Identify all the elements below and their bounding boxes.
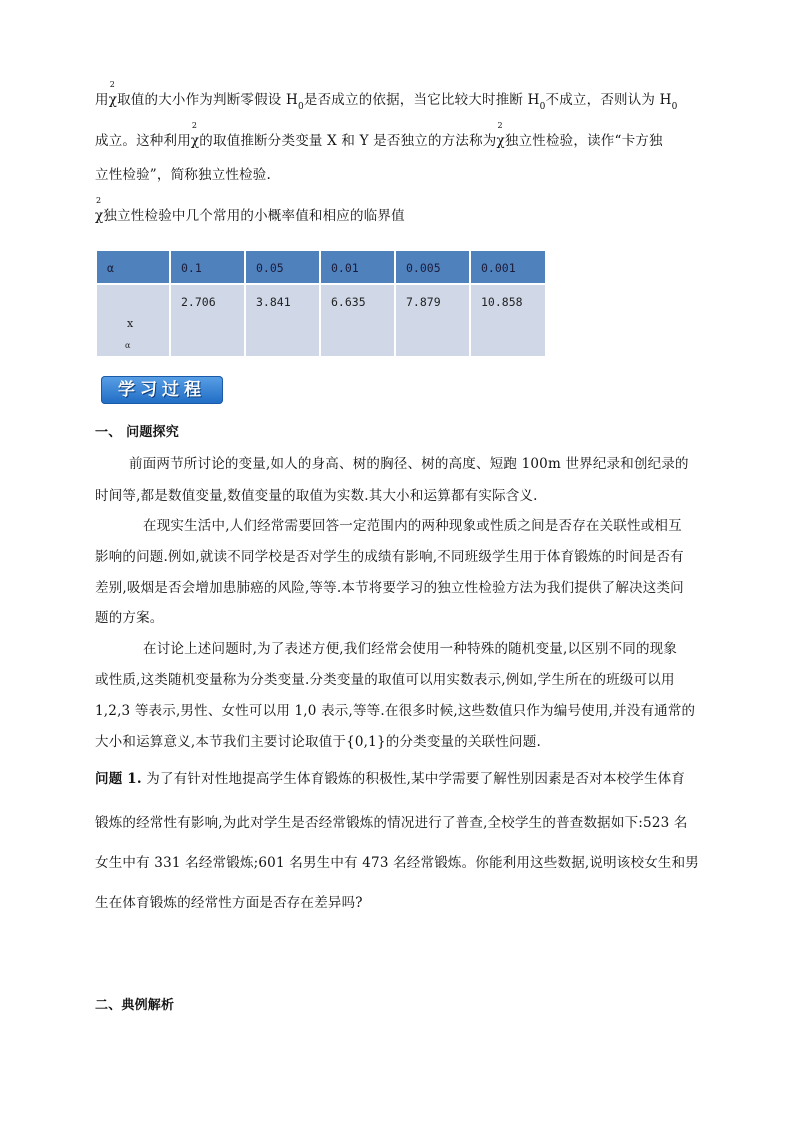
- section-2-title: 二、典例解析: [95, 998, 175, 1013]
- paragraph-line: 在现实生活中,人们经常需要回答一定范围内的两种现象或性质之间是否存在关联性或相互: [143, 518, 682, 534]
- subscript: 0: [297, 102, 304, 112]
- critical-value-cell: 2.706: [170, 284, 245, 357]
- section-badge: 学习过程: [101, 376, 223, 404]
- text: 成立。这种利用: [95, 133, 191, 149]
- subscript: 0: [671, 102, 678, 112]
- alpha-cell: 0.05: [245, 250, 320, 284]
- text: 的取值推断分类变量 X 和 Y 是否独立的方法称为: [199, 133, 497, 149]
- alpha-label-cell: α: [96, 250, 170, 284]
- paragraph-line: 在讨论上述问题时,为了表述方便,我们经常会使用一种特殊的随机变量,以区别不同的现象: [143, 641, 678, 657]
- section-1-title: 一、 问题探究: [95, 425, 179, 440]
- chi-square-symbol: χ 2: [95, 196, 104, 224]
- table-caption: χ 2 独立性检验中几个常用的小概率值和相应的临界值: [95, 196, 405, 224]
- table-value-row: [96, 284, 546, 357]
- critical-value-cell: 7.879: [395, 284, 470, 357]
- intro-line-3: 立性检验”，简称独立性检验.: [95, 167, 271, 183]
- chi-square-symbol: χ 2: [496, 121, 505, 149]
- paragraph-line: 时间等,都是数值变量,数值变量的取值为实数.其大小和运算都有实际含义.: [95, 488, 538, 504]
- paragraph-line: 前面两节所讨论的变量,如人的身高、树的胸径、树的高度、短跑 100m 世界纪录和创纪录的: [129, 456, 689, 472]
- question-line: 生在体育锻炼的经常性方面是否存在差异吗?: [95, 895, 363, 911]
- critical-value-cell: 6.635: [320, 284, 395, 357]
- alpha-cell: 0.005: [395, 250, 470, 284]
- text: 是否成立的依据，当它比较大时推断 H: [303, 92, 540, 108]
- text: 不成立，否则认为 H: [545, 92, 672, 108]
- paragraph-line: 或性质,这类随机变量称为分类变量.分类变量的取值可以用实数表示,例如,学生所在的班级可以用: [95, 672, 675, 688]
- text: 独立性检验，读作“卡方独: [504, 133, 663, 149]
- alpha-cell: 0.001: [470, 250, 546, 284]
- text: 用: [95, 92, 109, 108]
- question-line: 锻炼的经常性有影响,为此对学生是否经常锻炼的情况进行了普查,全校学生的普查数据如下:523 名: [95, 815, 688, 831]
- x-alpha-label-cell: x $_\alpha$: [96, 284, 170, 357]
- critical-value-table: [95, 249, 547, 358]
- question-label: 问题 1.: [95, 771, 142, 787]
- question-line: 女生中有 331 名经常锻炼;601 名男生中有 473 名经常锻炼。你能利用这些数据,说明该校女生和男: [95, 855, 699, 871]
- text: 为了有针对性地提高学生体育锻炼的积极性,某中学需要了解性别因素是否对本校学生体育: [146, 771, 686, 787]
- intro-line-1: [95, 80, 678, 112]
- paragraph-line: 大小和运算意义,本节我们主要讨论取值于{0,1}的分类变量的关联性问题.: [95, 734, 541, 750]
- chi-square-symbol: χ 2: [190, 121, 200, 149]
- alpha-cell: 0.01: [320, 250, 395, 284]
- text: 取值的大小作为判断零假设 H: [117, 92, 298, 108]
- critical-value-cell: 10.858: [470, 284, 546, 357]
- question-line-1: [95, 767, 685, 787]
- paragraph-line: 题的方案。: [95, 610, 164, 626]
- paragraph-line: 影响的问题.例如,就读不同学校是否对学生的成绩有影响,不同班级学生用于体育锻炼的时间是否有: [95, 549, 684, 565]
- critical-value-cell: 3.841: [245, 284, 320, 357]
- paragraph-line: 1,2,3 等表示,男性、女性可以用 1,0 表示,等等.在很多时候,这些数值只作为编号使用,并没有通常的: [95, 703, 696, 719]
- alpha-cell: 0.1: [170, 250, 245, 284]
- chi-square-symbol: χ 2: [108, 80, 118, 108]
- subscript: 0: [539, 102, 546, 112]
- table-header-row: [96, 250, 546, 284]
- intro-line-2: [95, 121, 663, 149]
- paragraph-line: 差别,吸烟是否会增加患肺癌的风险,等等.本节将要学习的独立性检验方法为我们提供了解决这类问: [95, 580, 684, 596]
